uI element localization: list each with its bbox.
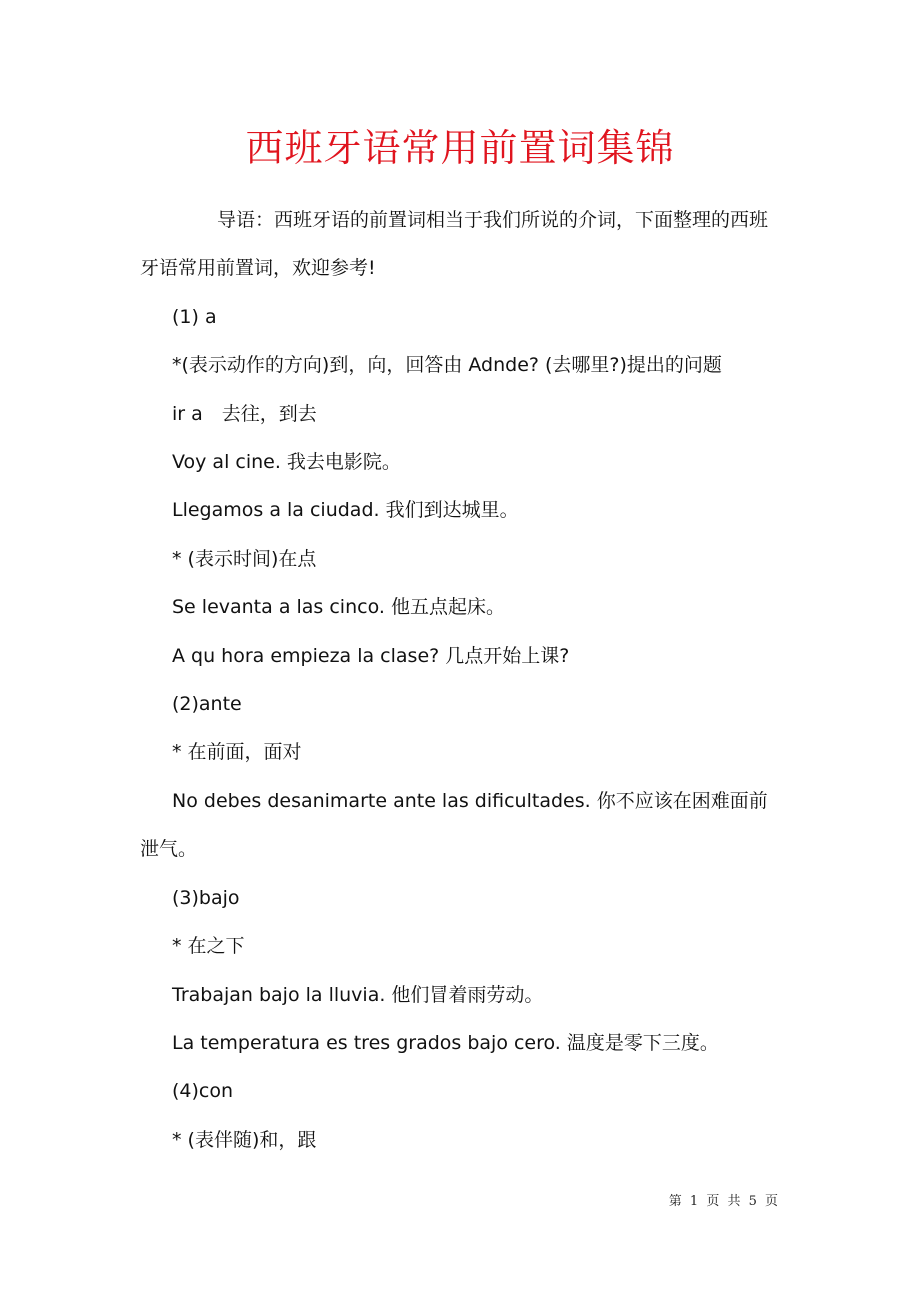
phrase-line: ir a 去往，到去: [172, 402, 317, 425]
section-heading-con: (4)con: [172, 1080, 234, 1103]
example-sentence: Voy al cine. 我去电影院。: [172, 451, 401, 474]
document-title: 西班牙语常用前置词集锦: [245, 126, 675, 170]
section-heading-bajo: (3)bajo: [172, 886, 240, 909]
example-sentence: Se levanta a las cinco. 他五点起床。: [172, 596, 505, 619]
usage-note: * (表示时间)在点: [172, 547, 317, 570]
example-sentence: A qu hora empieza la clase? 几点开始上课?: [172, 644, 570, 667]
intro-paragraph: 导语：西班牙语的前置词相当于我们所说的介词，下面整理的西班牙语常用前置词，欢迎参考!: [140, 209, 769, 280]
example-sentence: Llegamos a la ciudad. 我们到达城里。: [172, 499, 519, 522]
usage-note: * 在之下: [172, 935, 245, 958]
usage-note: *(表示动作的方向)到，向，回答由 Adnde? (去哪里?)提出的问题: [172, 354, 722, 377]
section-heading-a: (1) a: [172, 305, 217, 328]
usage-note: * 在前面，面对: [172, 741, 302, 764]
usage-note: * (表伴随)和，跟: [172, 1128, 317, 1151]
example-sentence: La temperatura es tres grados bajo cero. 温度是零下三度。: [172, 1031, 719, 1054]
example-sentence: Trabajan bajo la lluvia. 他们冒着雨劳动。: [172, 983, 544, 1006]
section-heading-ante: (2)ante: [172, 693, 242, 716]
page-footer: 第 1 页 共 5 页: [668, 1194, 780, 1209]
example-sentence: No debes desanimarte ante las dificultades. 你不应该在困难面前泄气。: [140, 789, 768, 861]
document-body: [140, 196, 782, 1164]
